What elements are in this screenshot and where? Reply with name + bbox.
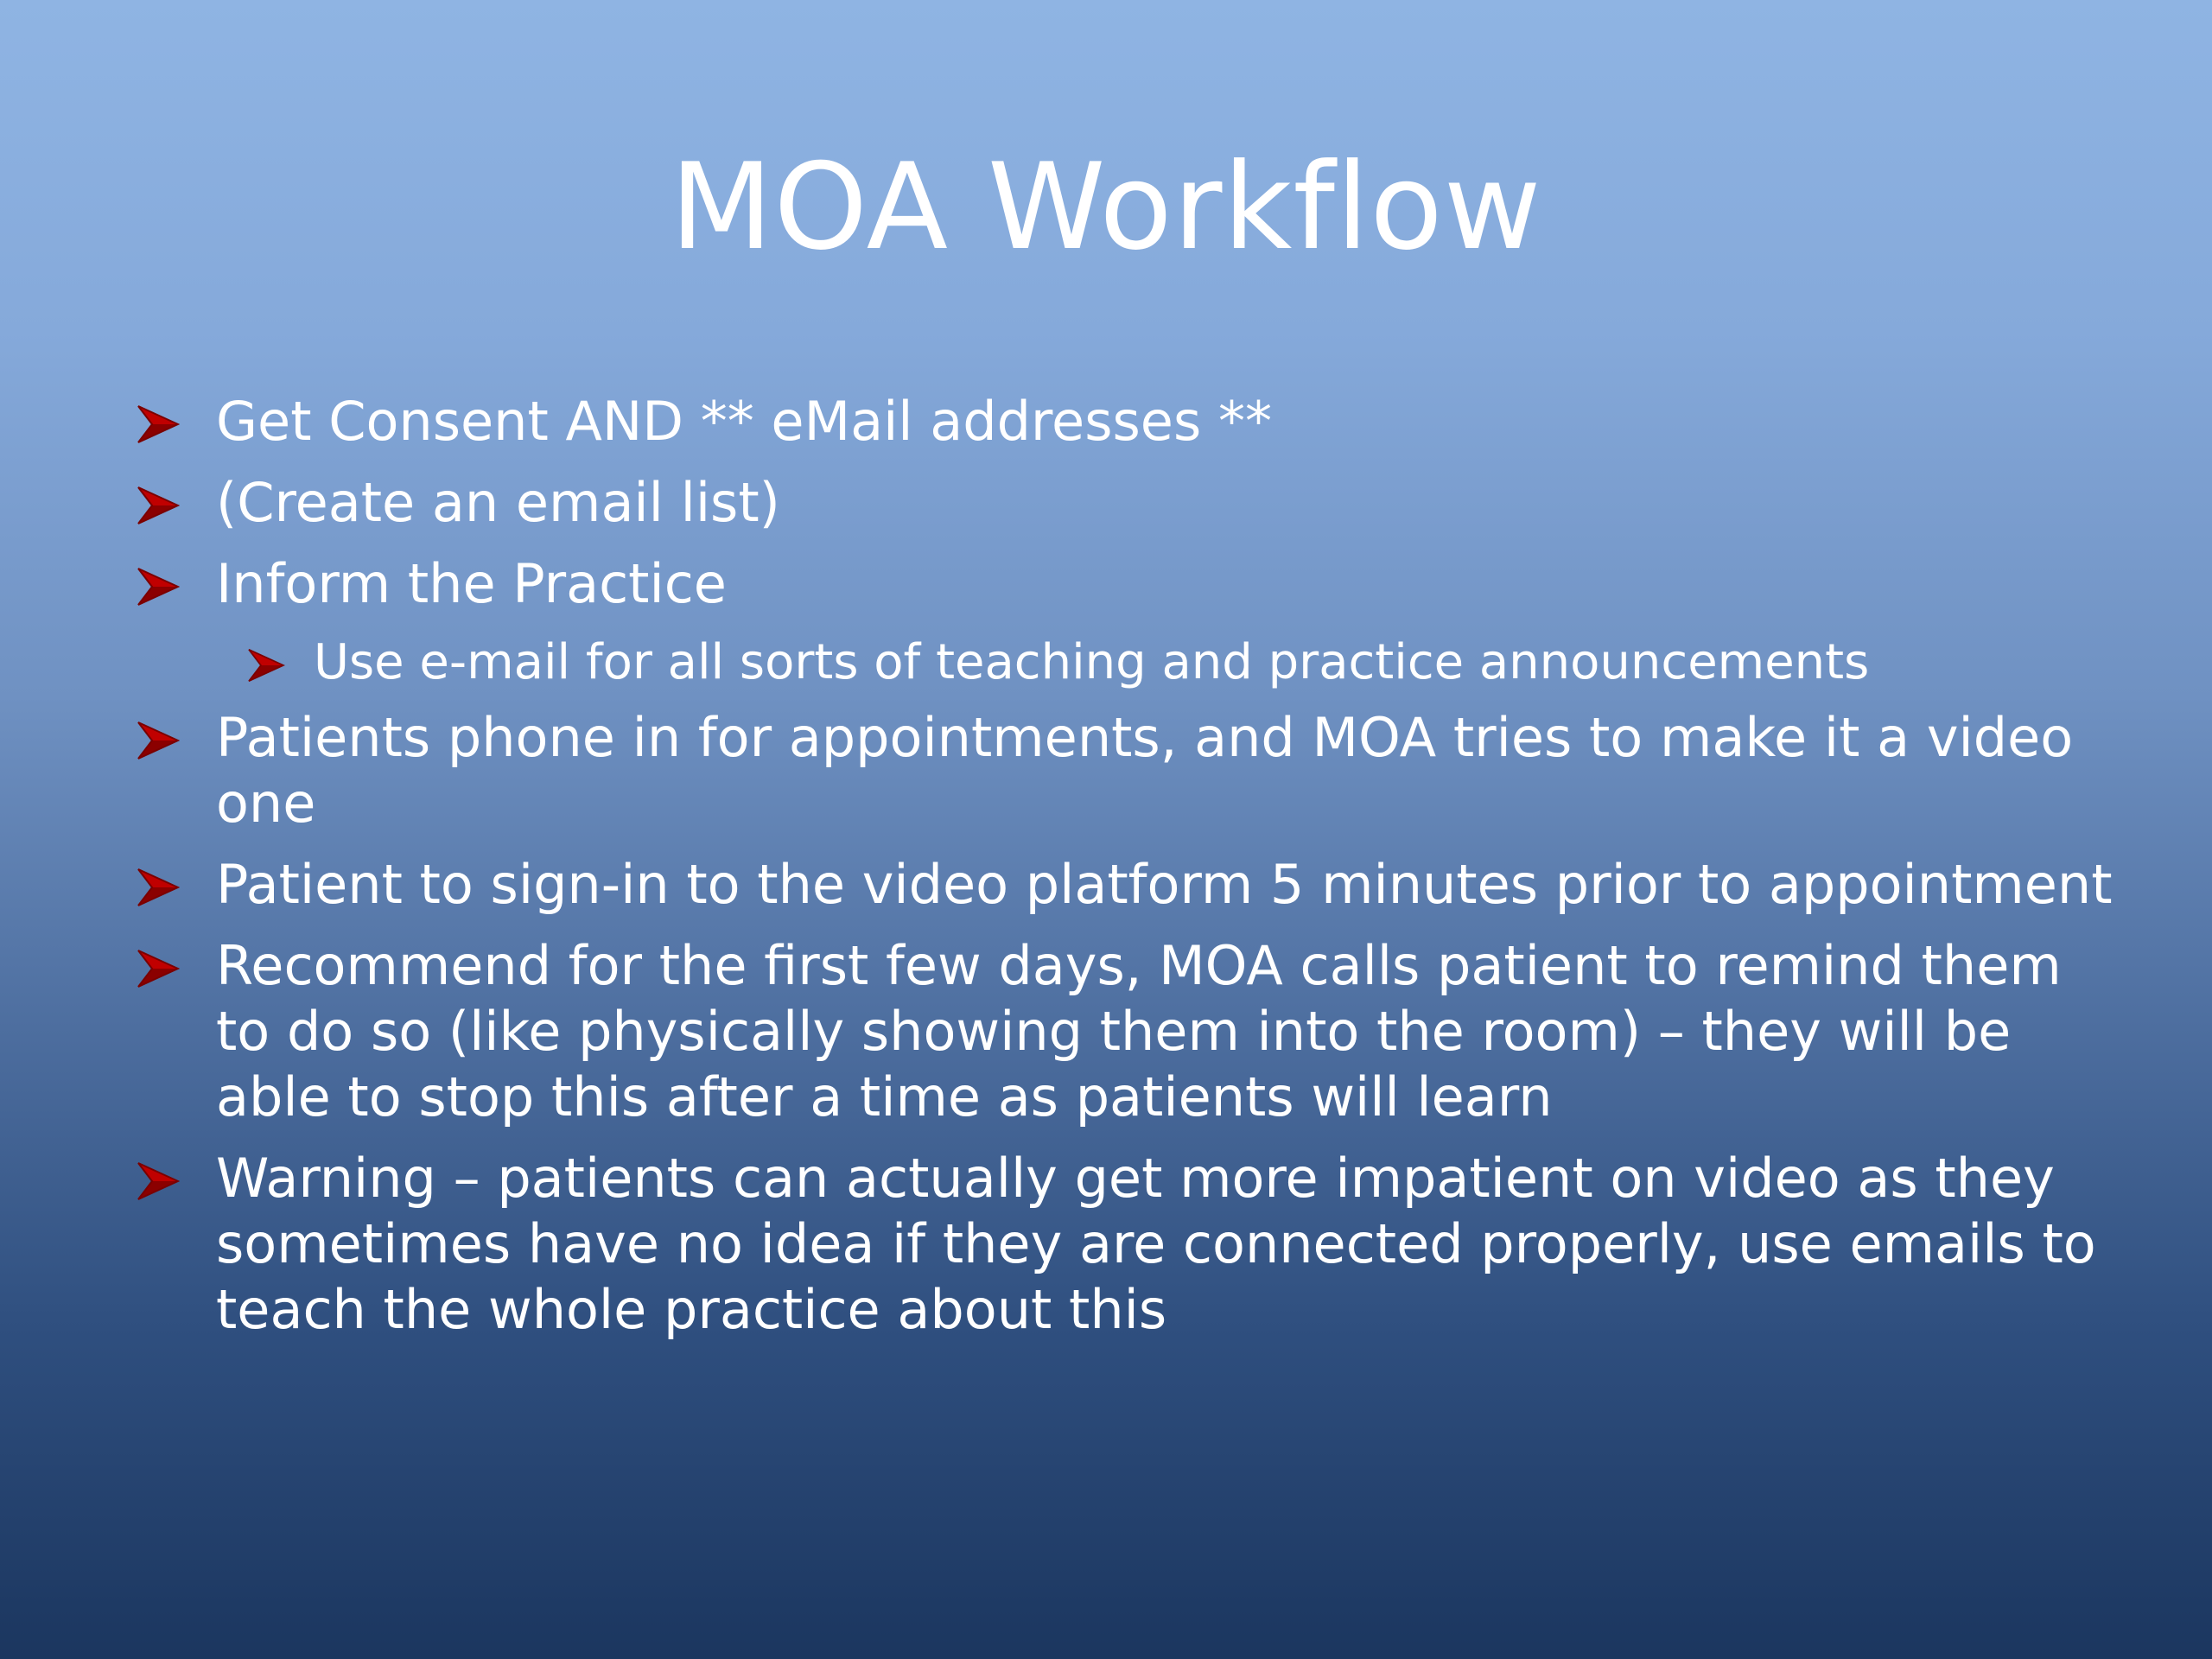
bullet-item xyxy=(130,1146,2117,1343)
bullet-text: Warning – patients can actually get more impatient on video as they sometimes have no idea if they are connected properly, use emails to teach the whole practice about this xyxy=(216,1147,2096,1341)
bullet-text: Use e-mail for all sorts of teaching and practice announcements xyxy=(314,634,1870,690)
bullet-item xyxy=(130,705,2117,836)
bullet-text: Patients phone in for appointments, and MOA tries to make it a video one xyxy=(216,706,2074,835)
arrowhead-bullet-icon xyxy=(137,567,180,607)
bullet-item xyxy=(130,551,2117,617)
arrowhead-bullet-icon xyxy=(137,486,180,525)
bullet-item xyxy=(130,470,2117,536)
bullet-text: Patient to sign-in to the video platform 5 minutes prior to appointment xyxy=(216,853,2113,916)
arrowhead-bullet-icon xyxy=(247,648,285,683)
bullet-item xyxy=(130,852,2117,918)
arrowhead-bullet-icon xyxy=(137,868,180,907)
arrowhead-bullet-icon xyxy=(137,404,180,444)
bullet-text: Recommend for the first few days, MOA calls patient to remind them to do so (like physically showing them into the room) – they will be able to stop this after a time as patients will learn xyxy=(216,934,2062,1128)
bullet-item xyxy=(130,933,2117,1130)
bullet-list xyxy=(130,389,2117,1358)
bullet-text: Get Consent AND ** eMail addresses ** xyxy=(216,390,1272,453)
arrowhead-bullet-icon xyxy=(137,721,180,760)
sub-bullet-item xyxy=(130,632,2117,693)
bullet-item xyxy=(130,389,2117,454)
slide-title: MOA Workflow xyxy=(670,137,1542,276)
arrowhead-bullet-icon xyxy=(137,949,180,988)
arrowhead-bullet-icon xyxy=(137,1161,180,1201)
bullet-text: (Create an email list) xyxy=(216,471,780,534)
bullet-text: Inform the Practice xyxy=(216,552,727,615)
